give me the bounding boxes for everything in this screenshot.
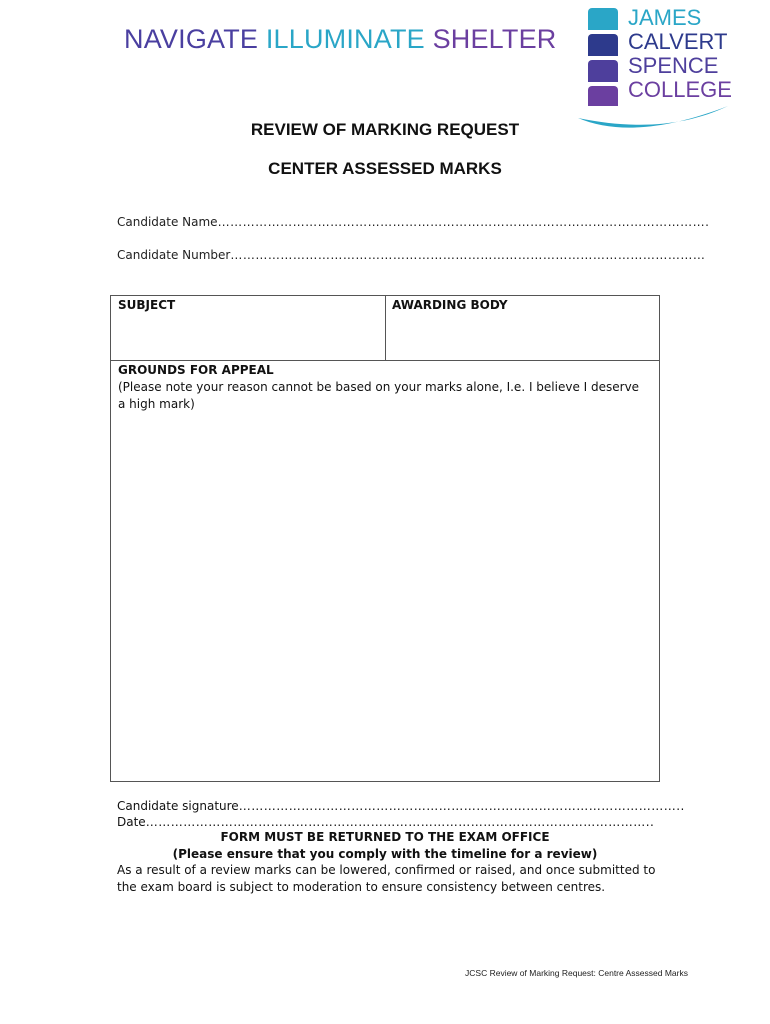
logo-word: CALVERT (628, 29, 728, 54)
subject-row (111, 296, 659, 361)
date-field[interactable] (117, 814, 685, 830)
candidate-number-label: Candidate Number (117, 248, 231, 262)
page-subtitle: CENTER ASSESSED MARKS (268, 159, 502, 178)
grounds-note: (Please note your reason cannot be based on your marks alone, I.e. I believe I deserve a high mark) (118, 380, 640, 411)
logo-tower-icon (588, 8, 628, 110)
date-label: Date (117, 815, 146, 829)
logo-word: SPENCE (628, 53, 719, 78)
timeline-instruction: (Please ensure that you comply with the timeline for a review) (172, 847, 598, 861)
motto-word-navigate: NAVIGATE (124, 24, 259, 54)
candidate-name-dotted-line: ………………………………………………………………………………………………………. (217, 215, 710, 229)
candidate-signature-field[interactable] (117, 798, 685, 814)
logo-word: COLLEGE (628, 77, 732, 102)
grounds-heading: GROUNDS FOR APPEAL (118, 363, 274, 377)
logo-wordmark (628, 6, 732, 102)
candidate-name-label: Candidate Name (117, 215, 218, 229)
college-motto (124, 24, 557, 55)
signature-block (117, 798, 685, 830)
column-divider (385, 296, 386, 360)
candidate-number-field[interactable] (117, 248, 705, 262)
candidate-name-field[interactable] (117, 215, 709, 229)
candidate-number-dotted-line: …………………………………………………………………………………………………… (230, 248, 706, 262)
return-instruction: FORM MUST BE RETURNED TO THE EXAM OFFICE (220, 830, 550, 844)
subject-label: SUBJECT (118, 298, 176, 312)
signature-label: Candidate signature (117, 799, 239, 813)
motto-word-shelter: SHELTER (432, 24, 557, 54)
signature-dotted-line: …………………………………………………………………………………………….. (238, 799, 685, 813)
date-dotted-line: ………………………………………………………………………………………………………….. (145, 815, 655, 829)
appeal-form-table (110, 295, 660, 782)
logo-word: JAMES (628, 5, 702, 30)
college-logo (576, 4, 736, 132)
review-outcome-note: As a result of a review marks can be lowered, confirmed or raised, and once submitted to the exam board is subject to moderation to ensure consistency between centres. (117, 863, 656, 894)
grounds-for-appeal-cell[interactable] (118, 362, 648, 413)
motto-word-illuminate: ILLUMINATE (265, 24, 425, 54)
page-footer: JCSC Review of Marking Request: Centre Assessed Marks (465, 968, 688, 978)
awarding-body-label: AWARDING BODY (392, 298, 508, 312)
page-title: REVIEW OF MARKING REQUEST (250, 120, 520, 139)
